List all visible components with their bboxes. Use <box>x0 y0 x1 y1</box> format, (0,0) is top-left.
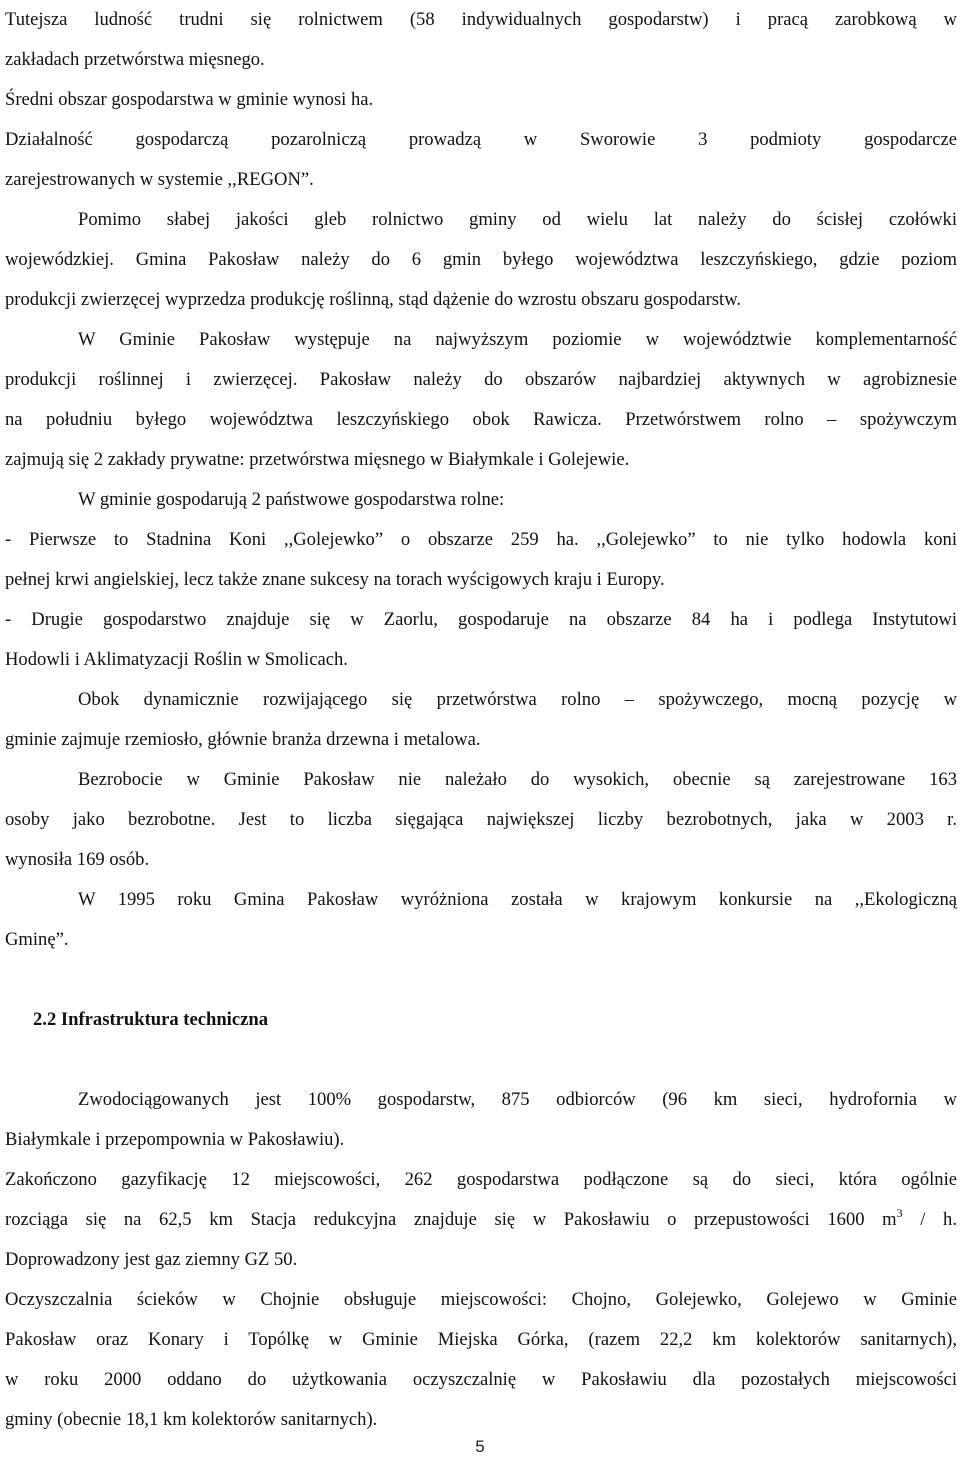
text-line: osoby jako bezrobotne. Jest to liczba sięgająca największej liczby bezrobotnych, jaka w 2003 r. <box>5 809 957 830</box>
text-line: W gminie gospodarują 2 państwowe gospodarstwa rolne: <box>78 489 505 510</box>
text-line: Zakończono gazyfikację 12 miejscowości, 262 gospodarstwa podłączone są do sieci, która ogólnie <box>5 1169 957 1190</box>
text-line: Obok dynamicznie rozwijającego się przetwórstwa rolno – spożywczego, mocną pozycję w <box>78 689 957 710</box>
text-line: Pakosław oraz Konary i Topólkę w Gminie Miejska Górka, (razem 22,2 km kolektorów sanitarnych), <box>5 1329 957 1350</box>
superscript: 3 <box>896 1206 903 1220</box>
text-line: Pomimo słabej jakości gleb rolnictwo gminy od wielu lat należy do ścisłej czołówki <box>78 209 957 230</box>
text-line: Białymkale i przepompownia w Pakosławiu). <box>5 1129 345 1150</box>
text-line: wojewódzkiej. Gmina Pakosław należy do 6 gmin byłego województwa leszczyńskiego, gdzie poziom <box>5 249 957 270</box>
text-line: - Pierwsze to Stadnina Koni ,,Golejewko” o obszarze 259 ha. ,,Golejewko” to nie tylko hodowla koni <box>5 529 957 550</box>
section-heading: 2.2 Infrastruktura techniczna <box>33 1009 268 1030</box>
text-line: wynosiła 169 osób. <box>5 849 150 870</box>
text-line: Średni obszar gospodarstwa w gminie wynosi ha. <box>5 89 374 110</box>
document-page <box>5 0 957 1440</box>
text-line: Hodowli i Aklimatyzacji Roślin w Smolicach. <box>5 649 348 670</box>
text-line: Doprowadzony jest gaz ziemny GZ 50. <box>5 1249 298 1270</box>
text-line: pełnej krwi angielskiej, lecz także znane sukcesy na torach wyścigowych kraju i Europy. <box>5 569 665 590</box>
text-line: Działalność gospodarczą pozarolniczą prowadzą w Sworowie 3 podmioty gospodarcze <box>5 129 957 150</box>
text-line: zakładach przetwórstwa mięsnego. <box>5 49 265 70</box>
text-segment: rozciąga się na 62,5 km Stacja redukcyjna znajduje się w Pakosławiu o przepustowości 1600 m <box>5 1209 897 1230</box>
text-line-with-superscript <box>5 1200 957 1240</box>
text-segment: / h. <box>902 1209 957 1230</box>
text-line: zajmują się 2 zakłady prywatne: przetwórstwa mięsnego w Białymkale i Golejewie. <box>5 449 630 470</box>
spacer <box>5 1040 957 1080</box>
text-line: Tutejsza ludność trudni się rolnictwem (58 indywidualnych gospodarstw) i pracą zarobkową w <box>5 9 957 30</box>
text-line: w roku 2000 oddano do użytkowania oczyszczalnię w Pakosławiu dla pozostałych miejscowości <box>5 1369 957 1390</box>
text-line: gminy (obecnie 18,1 km kolektorów sanitarnych). <box>5 1409 378 1430</box>
text-line: W 1995 roku Gmina Pakosław wyróżniona została w krajowym konkursie na ,,Ekologiczną <box>78 889 957 910</box>
text-line: Bezrobocie w Gminie Pakosław nie należało do wysokich, obecnie są zarejestrowane 163 <box>78 769 957 790</box>
spacer <box>5 960 957 1000</box>
text-line: produkcji roślinnej i zwierzęcej. Pakosław należy do obszarów najbardziej aktywnych w agrobiznesie <box>5 369 957 390</box>
text-line: Gminę”. <box>5 929 69 950</box>
text-line: - Drugie gospodarstwo znajduje się w Zaorlu, gospodaruje na obszarze 84 ha i podlega Instytutowi <box>5 609 957 630</box>
text-line: Zwodociągowanych jest 100% gospodarstw, 875 odbiorców (96 km sieci, hydrofornia w <box>78 1089 957 1110</box>
text-line: na południu byłego województwa leszczyńskiego obok Rawicza. Przetwórstwem rolno – spożywczym <box>5 409 957 430</box>
text-line: W Gminie Pakosław występuje na najwyższym poziomie w województwie komplementarność <box>78 329 957 350</box>
text-line: zarejestrowanych w systemie ,,REGON”. <box>5 169 314 190</box>
text-line: gminie zajmuje rzemiosło, głównie branża drzewna i metalowa. <box>5 729 481 750</box>
text-line: produkcji zwierzęcej wyprzedza produkcję roślinną, stąd dążenie do wzrostu obszaru gospodarstw. <box>5 289 742 310</box>
text-line: Oczyszczalnia ścieków w Chojnie obsługuje miejscowości: Chojno, Golejewko, Golejewo w Gminie <box>5 1289 957 1310</box>
page-number: 5 <box>475 1437 485 1456</box>
